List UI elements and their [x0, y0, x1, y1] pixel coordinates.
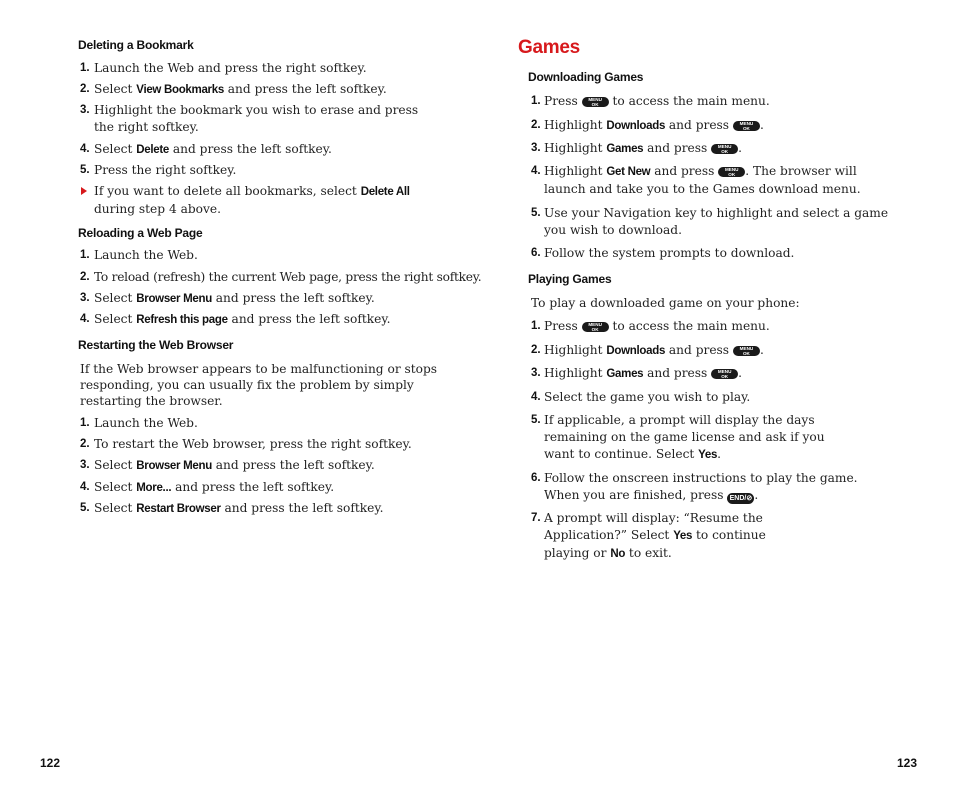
menu-term: View Bookmarks — [136, 84, 224, 96]
heading-restarting-browser: Restarting the Web Browser — [78, 338, 234, 352]
list-item: 3. Highlight the bookmark you wish to erase and press the right softkey. — [80, 103, 419, 134]
menu-ok-key-icon: MENU OK — [582, 322, 609, 332]
heading-downloading-games: Downloading Games — [528, 70, 644, 84]
right-page: Games Downloading Games 1. Press MENU OK to access the main menu. 2. Highlight Downloads and press MENU OK . 3. Highlight Games and press MENU OK . 4. Highlight Get New and press MENU OK . The browser will launch and take you to the Games download menu. 5. Use your Navigation key to highlight and select a game you wish to download. 6. Follow the system prompts to download. Playing Games To play a downloaded game on your phone: 1. Press MENU OK to access the main menu. 2. Highlight Downloads and press MENU OK . 3. Highlight Games and press MENU OK . 4. Select the game you wish to play. 5. If applicable, a prompt will display the days remaining on the game license and ask if you want to continue. Select Yes. 6. Follow the onscreen instructions to play the game. When you are finished, press END/⊘ . 7. A prompt will display: “Resume the Application?” Select Yes to continue playing or No to exit. — [518, 37, 889, 560]
menu-ok-key-icon: MENU OK — [733, 121, 760, 131]
menu-ok-key-icon: MENU OK — [733, 346, 760, 356]
menu-term: Downloads — [606, 345, 666, 357]
heading-reloading-page: Reloading a Web Page — [78, 226, 203, 240]
menu-term: Delete All — [360, 186, 410, 198]
menu-term: Downloads — [606, 120, 666, 132]
menu-term: Yes — [673, 530, 693, 542]
list-item: 4. Highlight Get New and press MENU OK . The browser will launch and take you to the Games download menu. — [531, 164, 861, 196]
menu-ok-key-icon: MENU OK — [711, 144, 738, 154]
intro-paragraph: To play a downloaded game on your phone: — [531, 296, 800, 310]
list-item: 7. A prompt will display: “Resume the Application?” Select Yes to continue playing or No to exit. — [531, 511, 766, 560]
menu-term: Browser Menu — [136, 293, 212, 305]
menu-term: Games — [606, 368, 644, 380]
list-item: 6. Follow the onscreen instructions to play the game. When you are finished, press END/⊘ . — [531, 471, 858, 502]
left-page: Deleting a Bookmark 1. Launch the Web and press the right softkey. 2. Select View Bookmarks and press the left softkey. 3. Highlight the bookmark you wish to erase and press the right softkey. 4. Select Delete and press the left softkey. 5. Press the right softkey. If you want to delete all bookmarks, select Delete All during step 4 above. Reloading a Web Page 1. Launch the Web. 2. To reload (refresh) the current Web page, press the right softkey. 3. Select Browser Menu and press the left softkey. 4. Select Refresh this page and press the left softkey. Restarting the Web Browser If the Web browser appears to be malfunctioning or stops responding, you can usually fix the problem by simply restarting the browser. 1. Launch the Web. 2. To restart the Web browser, press the right softkey. 3. Select Browser Menu and press the left softkey. 4. Select More... and press the left softkey. 5. Select Restart Browser and press the left softkey. — [78, 38, 482, 515]
list-item: 5. If applicable, a prompt will display the days remaining on the game license and ask if you want to continue. Select Yes. — [531, 413, 825, 461]
menu-term: Yes — [698, 449, 718, 461]
menu-ok-key-icon: MENU OK — [718, 167, 745, 177]
end-key-icon: END/⊘ — [727, 493, 754, 504]
menu-term: Browser Menu — [136, 460, 212, 472]
heading-playing-games: Playing Games — [528, 272, 612, 286]
menu-ok-key-icon: MENU OK — [582, 97, 609, 107]
menu-term: Get New — [606, 166, 651, 178]
page-number-right: 123 — [897, 756, 918, 770]
menu-term: More... — [136, 482, 172, 494]
menu-term: Delete — [136, 144, 169, 156]
arrow-bullet-icon — [81, 187, 87, 195]
menu-term: Refresh this page — [136, 314, 228, 326]
menu-ok-key-icon: MENU OK — [711, 369, 738, 379]
menu-term: Games — [606, 143, 644, 155]
list-item: 5. Use your Navigation key to highlight and select a game you wish to download. — [531, 206, 889, 237]
intro-paragraph: If the Web browser appears to be malfunctioning or stops responding, you can usually fix the problem by simply restarting the browser. — [80, 362, 438, 408]
menu-term: Restart Browser — [136, 503, 221, 515]
page-title: Games — [518, 37, 580, 58]
heading-deleting-bookmark: Deleting a Bookmark — [78, 38, 194, 52]
page-number-left: 122 — [40, 756, 61, 770]
menu-term: No — [610, 548, 626, 560]
